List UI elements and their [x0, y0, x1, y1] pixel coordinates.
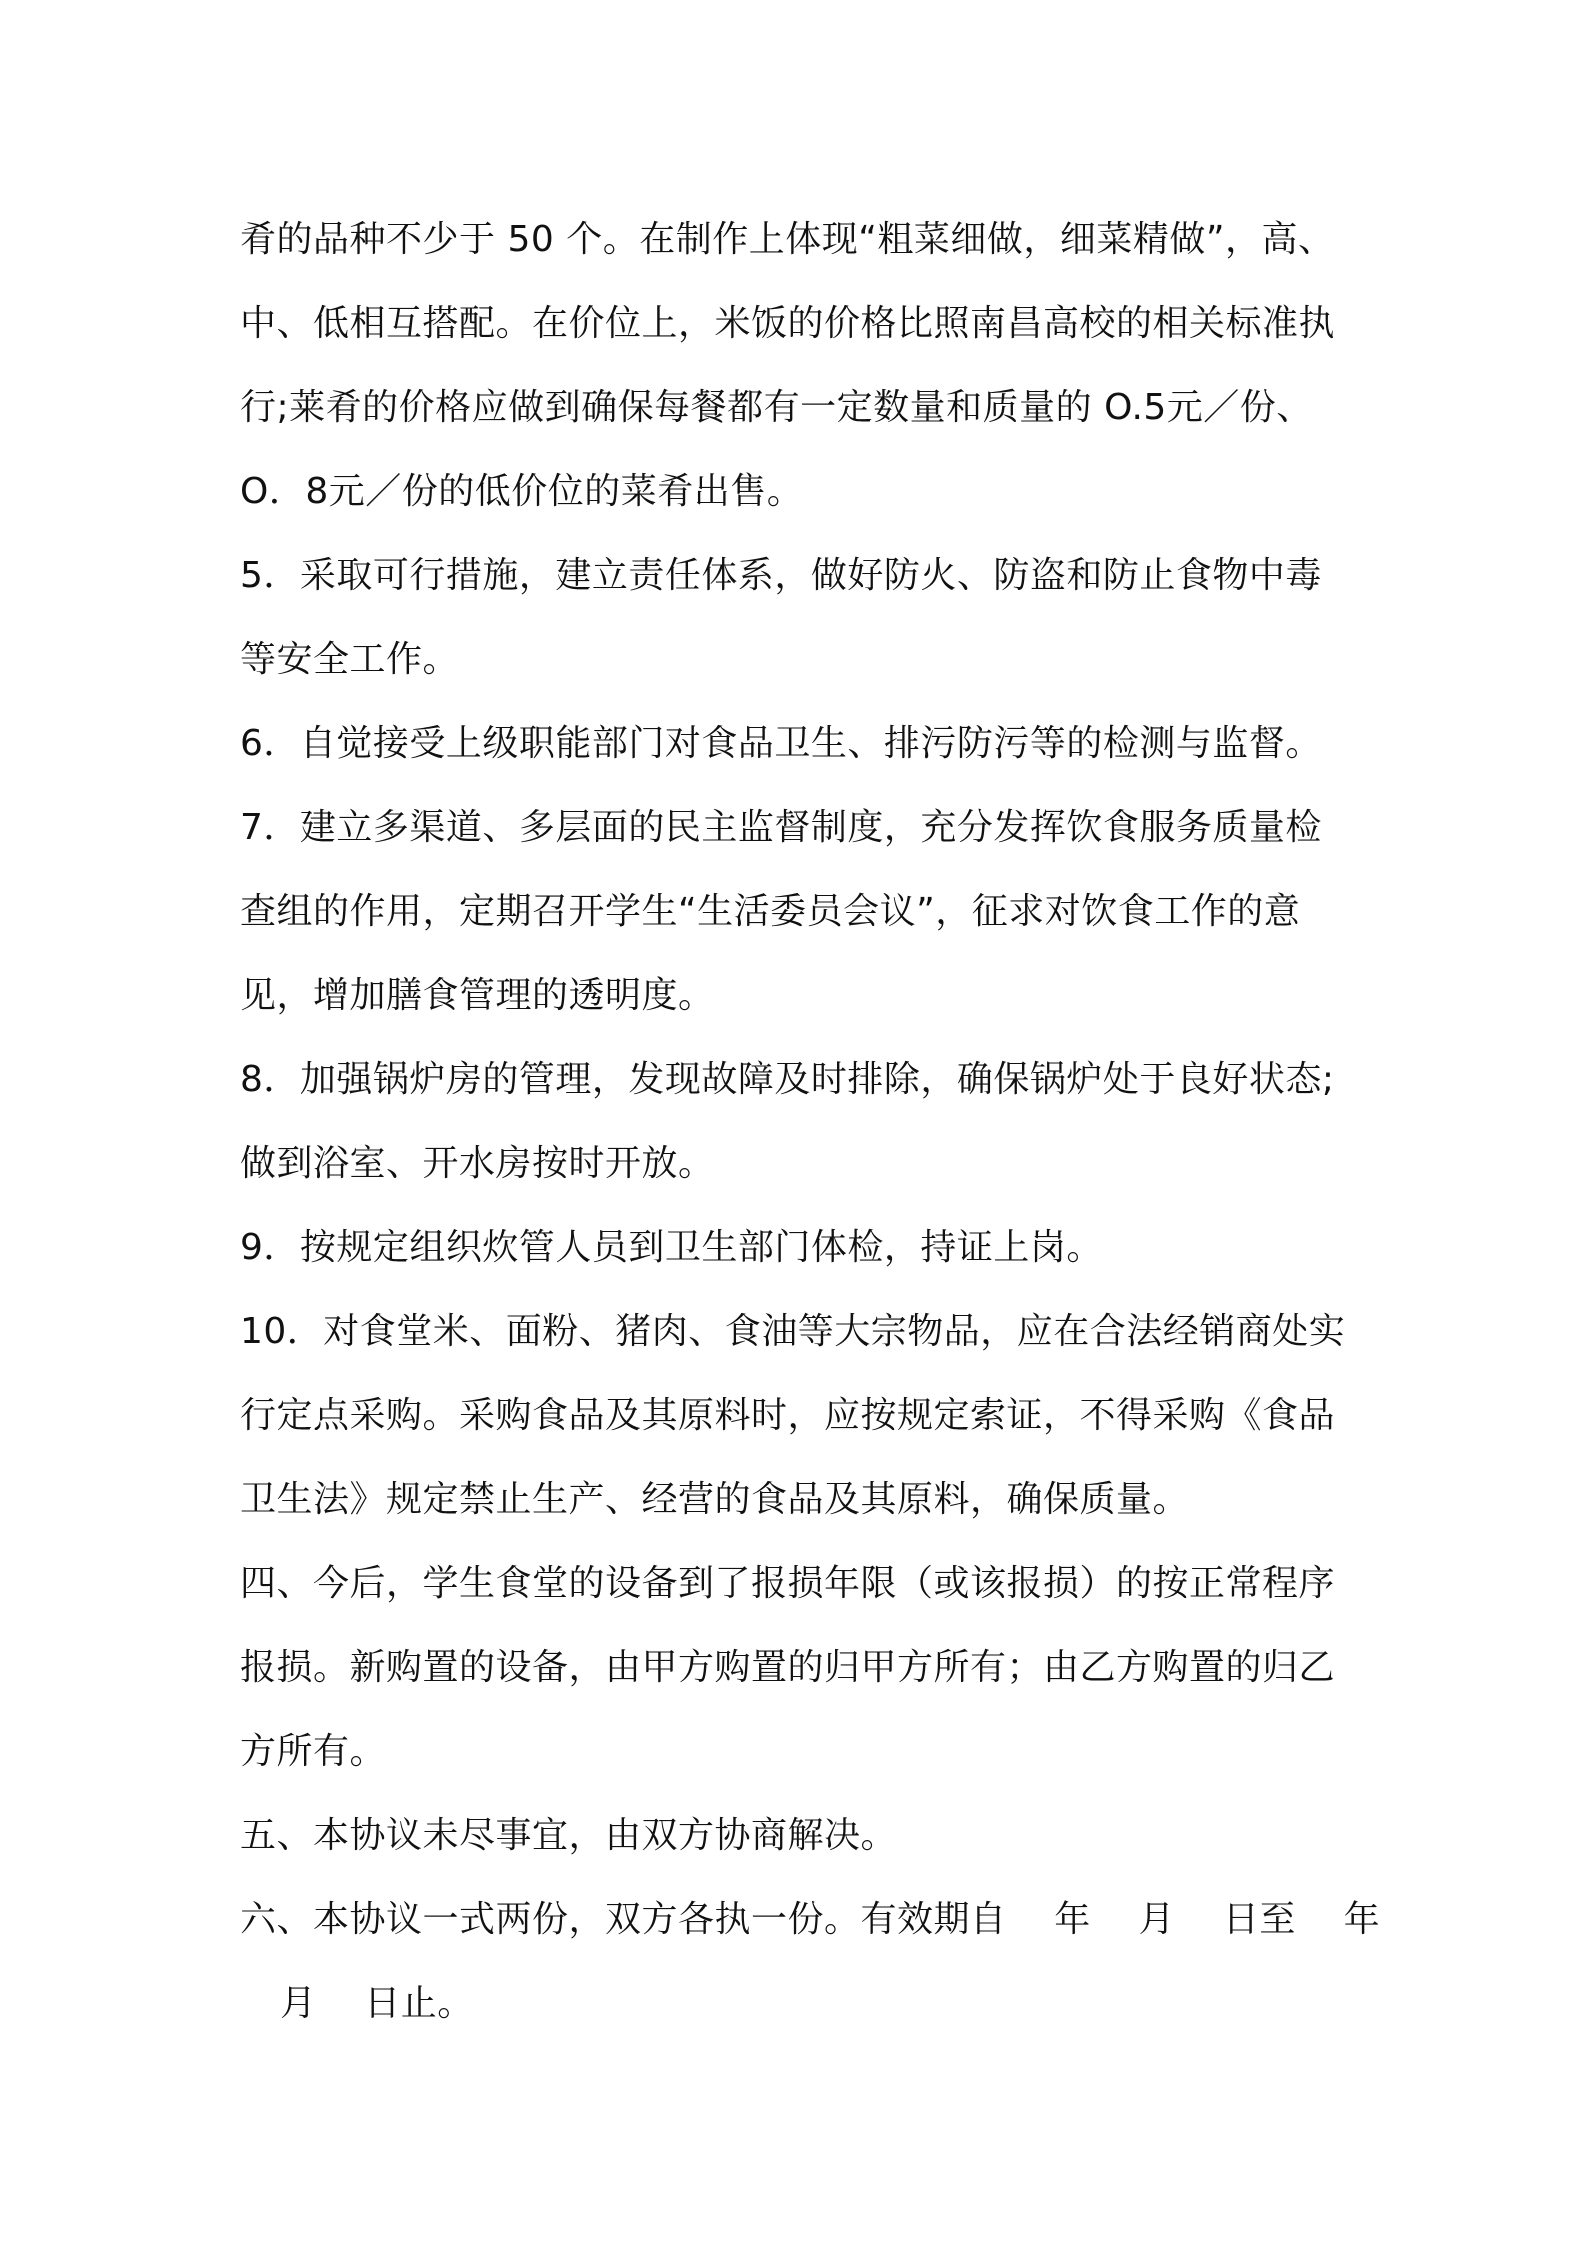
text-line: 查组的作用，定期召开学生“生活委员会议”，征求对饮食工作的意	[240, 891, 1301, 932]
text-line: 8．加强锅炉房的管理，发现故障及时排除，确保锅炉处于良好状态;	[240, 1059, 1335, 1100]
text-line: 行定点采购。采购食品及其原料时，应按规定索证，不得采购《食品	[240, 1395, 1336, 1436]
text-line: 肴的品种不少于 50 个。在制作上体现“粗菜细做，细菜精做”，高、	[240, 219, 1335, 260]
text-line: 6．自觉接受上级职能部门对食品卫生、排污防污等的检测与监督。	[240, 723, 1322, 764]
text-line: 7．建立多渠道、多层面的民主监督制度，充分发挥饮食服务质量检	[240, 807, 1322, 848]
text-line: O．8元／份的低价位的菜肴出售。	[240, 471, 804, 512]
text-line: 六、本协议一式两份，双方各执一份。有效期自 年 月 日至 年	[240, 1899, 1381, 1940]
text-line: 见，增加膳食管理的透明度。	[240, 975, 715, 1016]
text-line: 做到浴室、开水房按时开放。	[240, 1143, 715, 1184]
document-body	[240, 198, 1381, 2046]
text-line: 方所有。	[240, 1731, 387, 1772]
text-line: 卫生法》规定禁止生产、经营的食品及其原料，确保质量。	[240, 1479, 1190, 1520]
text-line: 月 日止。	[280, 1983, 474, 2024]
text-line: 9．按规定组织炊管人员到卫生部门体检，持证上岗。	[240, 1227, 1103, 1268]
text-line: 行;莱肴的价格应做到确保每餐都有一定数量和质量的 O.5元／份、	[240, 387, 1313, 428]
text-line: 等安全工作。	[240, 639, 460, 680]
text-line: 10．对食堂米、面粉、猪肉、食油等大宗物品，应在合法经销商处实	[240, 1311, 1346, 1352]
text-line: 中、低相互搭配。在价位上，米饭的价格比照南昌高校的相关标准执	[240, 303, 1336, 344]
text-line: 5．采取可行措施，建立责任体系，做好防火、防盗和防止食物中毒	[240, 555, 1322, 596]
text-line: 五、本协议未尽事宜，由双方协商解决。	[240, 1815, 898, 1856]
text-line: 报损。新购置的设备，由甲方购置的归甲方所有；由乙方购置的归乙	[240, 1647, 1336, 1688]
text-line: 四、今后，学生食堂的设备到了报损年限（或该报损）的按正常程序	[240, 1563, 1336, 1604]
